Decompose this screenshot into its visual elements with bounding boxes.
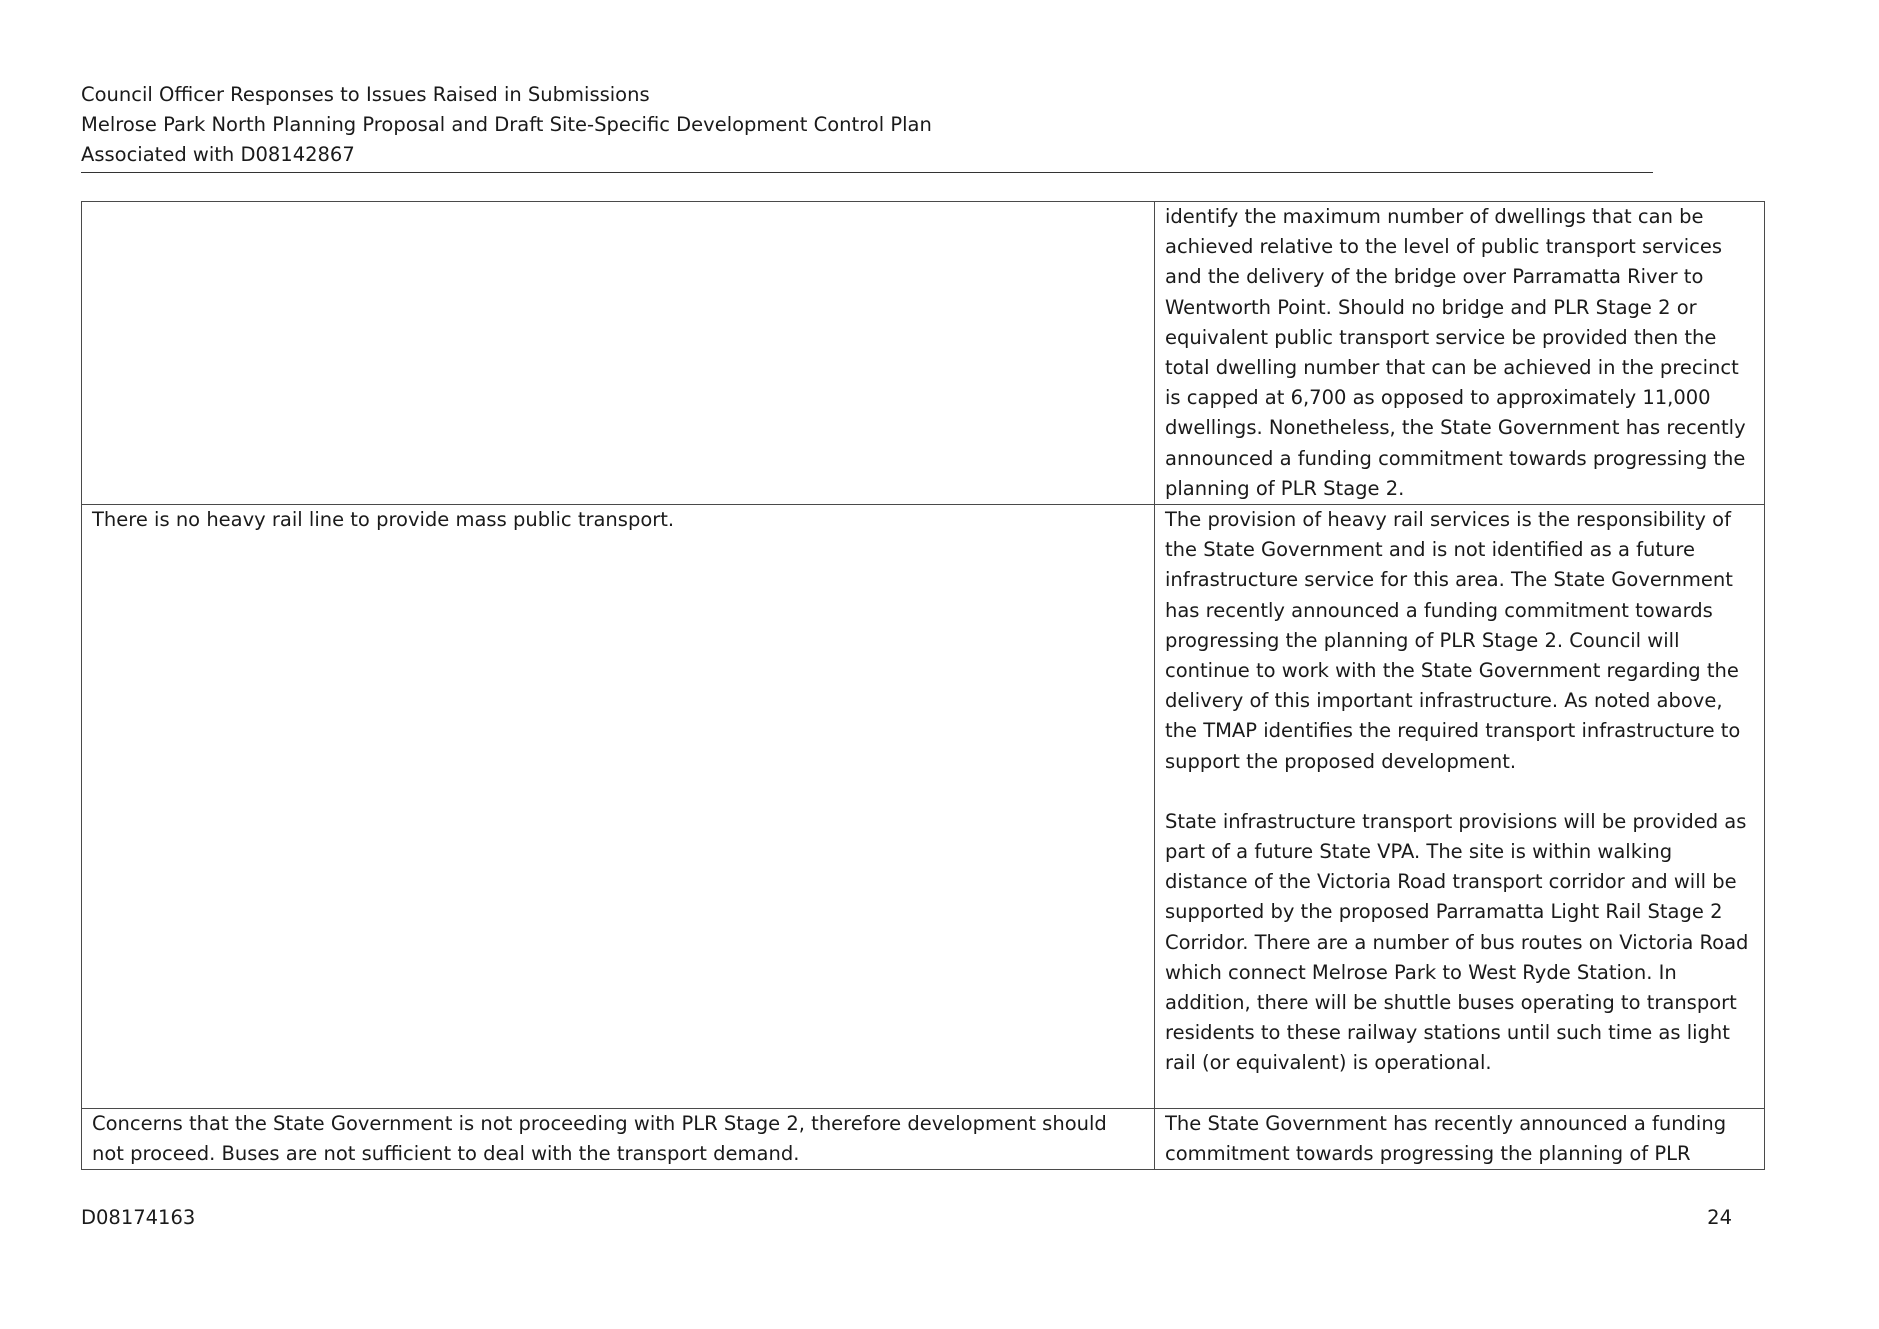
header-reference: Associated with D08142867 bbox=[81, 143, 355, 166]
footer-page-number: 24 bbox=[1707, 1206, 1732, 1229]
issue-cell bbox=[82, 1109, 1155, 1170]
response-paragraph: State infrastructure transport provisions will be provided as part of a future State VPA. The site is within walking distance of the Victoria Road transport corridor and will be supported by the proposed Parramatta Light Rail Stage 2 Corridor. There are a number of bus routes on Victoria Road which connect Melrose Park to West Ryde Station. In addition, there will be shuttle buses operating to transport residents to these railway stations until such time as light rail (or equivalent) is operational. bbox=[1165, 809, 1749, 1075]
header-subtitle: Melrose Park North Planning Proposal and Draft Site-Specific Development Control Plan bbox=[81, 113, 932, 136]
response-cell bbox=[1155, 505, 1765, 1109]
response-paragraph: identify the maximum number of dwellings that can be achieved relative to the level of public transport services and the delivery of the bridge over Parramatta River to Wentworth Point. Should no bridge and PLR Stage 2 or equivalent public transport service be provided then the total dwelling number that can be achieved in the precinct is capped at 6,700 as opposed to approximately 11,000 dwellings. Nonetheless, the State Government has recently announced a funding commitment towards progressing the planning of PLR Stage 2. bbox=[1165, 205, 1746, 500]
submissions-table bbox=[81, 201, 1765, 1170]
issue-cell bbox=[82, 505, 1155, 1109]
header-title: Council Officer Responses to Issues Raised in Submissions bbox=[81, 83, 650, 106]
response-paragraph: The provision of heavy rail services is the responsibility of the State Government and is not identified as a future infrastructure service for this area. The State Government has recently announced a funding commitment towards progressing the planning of PLR Stage 2. Council will continue to work with the State Government regarding the delivery of this important infrastructure. As noted above, the TMAP identifies the required transport infrastructure to support the proposed development. bbox=[1165, 508, 1741, 773]
table-row bbox=[82, 202, 1765, 505]
response-paragraph: The State Government has recently announced a funding commitment towards progressing the planning of PLR bbox=[1165, 1112, 1727, 1166]
response-cell bbox=[1155, 202, 1765, 505]
page-header bbox=[81, 80, 1653, 173]
footer-document-id: D08174163 bbox=[81, 1206, 196, 1229]
table-row bbox=[82, 505, 1765, 1109]
issue-text: Concerns that the State Government is not proceeding with PLR Stage 2, therefore development should not proceed. Buses are not sufficient to deal with the transport demand. bbox=[92, 1112, 1107, 1166]
issue-cell bbox=[82, 202, 1155, 505]
table-row bbox=[82, 1109, 1765, 1170]
issue-text: There is no heavy rail line to provide mass public transport. bbox=[92, 508, 675, 532]
response-cell bbox=[1155, 1109, 1765, 1170]
